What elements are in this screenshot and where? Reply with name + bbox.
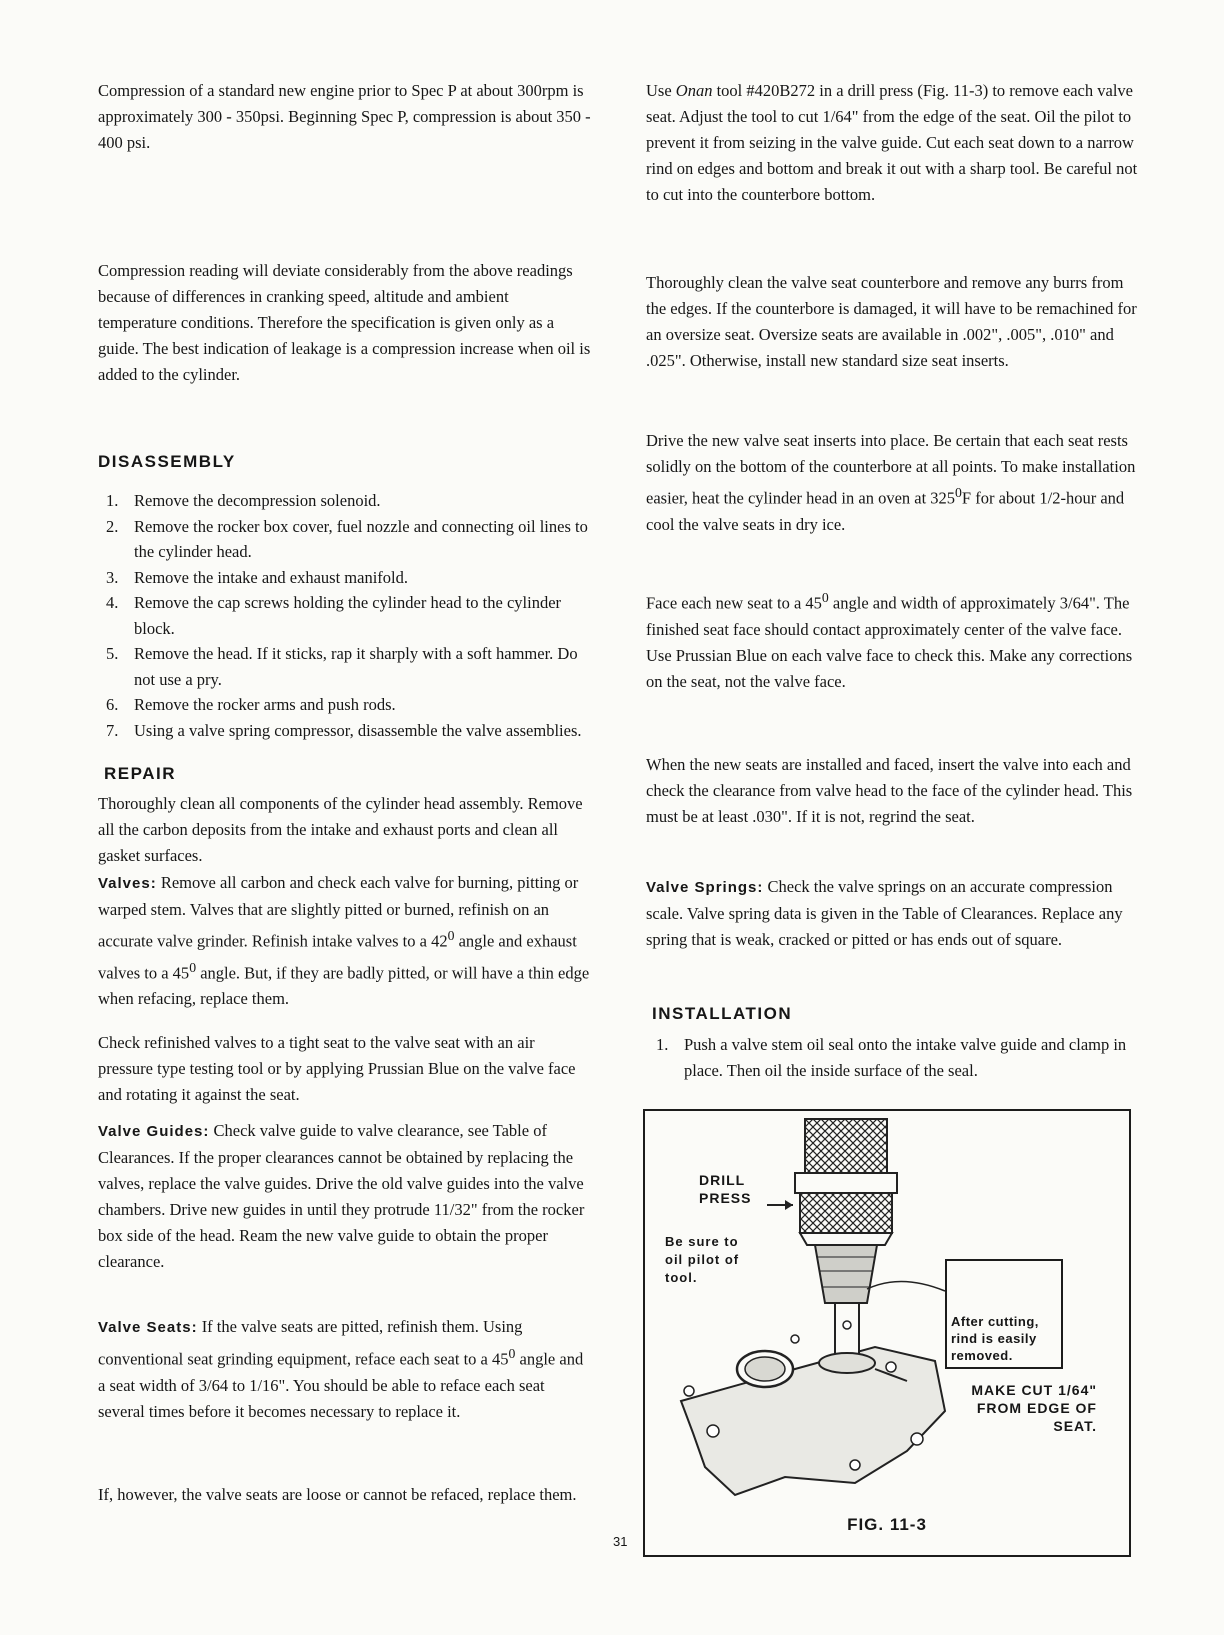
repair-heading: REPAIR xyxy=(104,764,176,783)
onan-tool-text: tool #420B272 in a drill press (Fig. 11-3) to remove each valve seat. Adjust the tool to cut 1/64" from the edge of the seat. Oil the pilot to prevent it from seizing in the valve guide. Cut each seat down to a narrow rind on edges and bottom and break it out with a sharp tool. Be careful not to cut into the counterbore bottom. xyxy=(646,81,1138,204)
label-line: Be sure to xyxy=(665,1234,739,1249)
loose-seats-paragraph: If, however, the valve seats are loose or cannot be refaced, replace them. xyxy=(98,1485,577,1504)
compression-spec-paragraph: Compression of a standard new engine prior to Spec P at about 300rpm is approximately 300 - 350psi. Beginning Spec P, compression is about 350 - 400 psi. xyxy=(98,81,591,152)
step-number: 3. xyxy=(106,567,119,587)
repair-paragraph: Thoroughly clean all components of the cylinder head assembly. Remove all the carbon deposits from the intake and exhaust ports and clean all gasket surfaces. xyxy=(98,794,583,865)
valve-springs-paragraph xyxy=(646,874,1146,953)
oil-pilot-note xyxy=(665,1233,739,1287)
step-text: Remove the rocker arms and push rods. xyxy=(134,695,396,714)
face-text: Face each new seat to a 45 xyxy=(646,593,822,613)
step-text: Push a valve stem oil seal onto the intake valve guide and clamp in place. Then oil the inside surface of the seal. xyxy=(684,1035,1127,1080)
step-text: Using a valve spring compressor, disassemble the valve assemblies. xyxy=(134,720,582,740)
list-item xyxy=(98,692,591,718)
drive-inserts-paragraph xyxy=(646,428,1146,538)
step-number: 1. xyxy=(106,491,119,510)
step-text: Remove the cap screws holding the cylinder head to the cylinder block. xyxy=(134,593,562,638)
valves-text-b: angle and exhaust valves to a 45 xyxy=(98,931,577,982)
step-number: 5. xyxy=(106,644,119,663)
list-item xyxy=(98,590,591,641)
degree-sup: 0 xyxy=(447,928,455,943)
clean-counterbore-paragraph: Thoroughly clean the valve seat counterbore and remove any burrs from the edges. If the counterbore is damaged, it will have to be remachined for an oversize seat. Oversize seats are available in .002", .005", .010" and .025". Otherwise, install new standard size seat inserts. xyxy=(646,273,1137,370)
valves-text: Remove all carbon and check each valve for burning, pitting or warped stem. Valves that are slightly pitted or burned, refinish on an accurate valve grinder. Refinish intake valves to a 42 xyxy=(98,873,579,951)
label-line: oil pilot of xyxy=(665,1252,740,1267)
label-line: DRILL xyxy=(699,1172,746,1188)
step-number: 1. xyxy=(656,1035,669,1054)
check-refinished-paragraph: Check refinished valves to a tight seat to the valve seat with an air pressure type testing tool or by applying Prussian Blue on the valve face and rotating it against the seat. xyxy=(98,1033,576,1104)
step-text: Remove the head. If it sticks, rap it sharply with a soft hammer. Do not use a pry. xyxy=(134,644,578,689)
make-cut-note xyxy=(913,1381,1097,1435)
valves-paragraph xyxy=(98,870,591,1012)
label-line: rind is easily xyxy=(951,1331,1037,1346)
valves-text-c: angle. But, if they are badly pitted, or will have a thin edge when refacing, replace them. xyxy=(98,963,590,1008)
label-line: PRESS xyxy=(699,1190,752,1206)
degree-sup: 0 xyxy=(189,959,197,975)
installation-heading: INSTALLATION xyxy=(652,1004,793,1023)
face-text-b: angle and width of approximately 3/64". The finished seat face should contact approximately center of the valve face. Use Prussian Blue on each valve face to check this. Make any corrections on the seat, not the valve face. xyxy=(646,593,1133,691)
face-seat-paragraph xyxy=(646,585,1146,695)
drive-text-b: F for about 1/2-hour and cool the valve seats in dry ice. xyxy=(646,488,1125,534)
disassembly-steps-list xyxy=(98,488,591,743)
list-item xyxy=(98,488,591,514)
valves-label: Valves: xyxy=(98,875,157,892)
degree-sup: 0 xyxy=(955,485,962,500)
label-line: tool. xyxy=(665,1270,698,1285)
use-text: Use xyxy=(646,81,676,100)
step-number: 7. xyxy=(106,720,119,740)
valve-springs-text: Check the valve springs on an accurate compression scale. Valve spring data is given in the Table of Clearances. Replace any spring that is weak, cracked or pitted or has ends out of square. xyxy=(646,877,1123,949)
degree-sup: 0 xyxy=(821,590,829,605)
step-text: Remove the intake and exhaust manifold. xyxy=(134,567,409,587)
valve-seats-text-b: angle and a seat width of 3/64 to 1/16". You should be able to reface each seat several times before it becomes necessary to replace it. xyxy=(98,1349,584,1421)
disassembly-heading: DISASSEMBLY xyxy=(98,452,236,471)
list-item xyxy=(648,1032,1148,1083)
rind-note xyxy=(951,1313,1061,1364)
page-number: 31 xyxy=(613,1534,628,1549)
onan-tool-paragraph xyxy=(646,78,1146,208)
cutter-tool xyxy=(815,1245,877,1303)
valve-springs-label: Valve Springs: xyxy=(646,879,764,896)
label-line: SEAT. xyxy=(1053,1418,1097,1434)
step-number: 4. xyxy=(106,593,119,612)
list-item xyxy=(98,641,591,692)
step-text: Remove the decompression solenoid. xyxy=(134,491,381,510)
label-line: FROM EDGE OF xyxy=(976,1400,1097,1416)
label-line: MAKE CUT 1/64" xyxy=(971,1382,1097,1398)
figure-caption: FIG. 11-3 xyxy=(847,1515,927,1534)
step-text: Remove the rocker box cover, fuel nozzle and connecting oil lines to the cylinder head. xyxy=(134,516,588,561)
clearance-check-paragraph: When the new seats are installed and faced, insert the valve into each and check the clearance from valve head to the face of the cylinder head. This must be at least .030". If it is not, regrind the seat. xyxy=(646,755,1133,826)
onan-brand: Onan xyxy=(675,81,713,100)
installation-steps-list xyxy=(648,1032,1148,1083)
drive-text: Drive the new valve seat inserts into place. Be certain that each seat rests solidly on the bottom of the counterbore at all points. To make installation easier, heat the cylinder head in an oven at 325 xyxy=(646,431,1136,508)
rind-callout-box xyxy=(945,1259,1063,1369)
label-line: After cutting, xyxy=(951,1314,1039,1329)
degree-sup: 0 xyxy=(508,1346,516,1361)
step-number: 2. xyxy=(106,516,119,536)
valve-guides-label: Valve Guides: xyxy=(98,1123,210,1140)
list-item xyxy=(98,514,591,565)
valve-seats-label: Valve Seats: xyxy=(98,1319,198,1336)
valve-seats-text: If the valve seats are pitted, refinish them. Using conventional seat grinding equipment, reface each seat to a 45 xyxy=(98,1317,523,1369)
cylinder-head-plate xyxy=(681,1347,945,1495)
valve-guides-paragraph xyxy=(98,1118,591,1275)
figure-11-3 xyxy=(643,1109,1131,1557)
step-number: 6. xyxy=(106,695,119,714)
list-item xyxy=(98,718,591,744)
drill-chuck-knurl xyxy=(805,1119,887,1175)
list-item xyxy=(98,565,591,591)
valve-guides-text: Check valve guide to valve clearance, see Table of Clearances. If the proper clearances cannot be obtained by replacing the valves, replace the valve guides. Drive the old valve guides into the valve chambers. Drive new guides in until they protrude 11/32" from the rocker box side of the head. Ream the new valve guide to obtain the proper clearance. xyxy=(98,1121,585,1271)
compression-deviation-paragraph: Compression reading will deviate considerably from the above readings because of differences in cranking speed, altitude and ambient temperature conditions. Therefore the specification is given only as a guide. The best indication of leakage is a compression increase when oil is added to the cylinder. xyxy=(98,261,591,384)
label-line: removed. xyxy=(951,1348,1013,1363)
valve-seats-paragraph xyxy=(98,1314,591,1425)
drill-press-label xyxy=(699,1171,751,1207)
